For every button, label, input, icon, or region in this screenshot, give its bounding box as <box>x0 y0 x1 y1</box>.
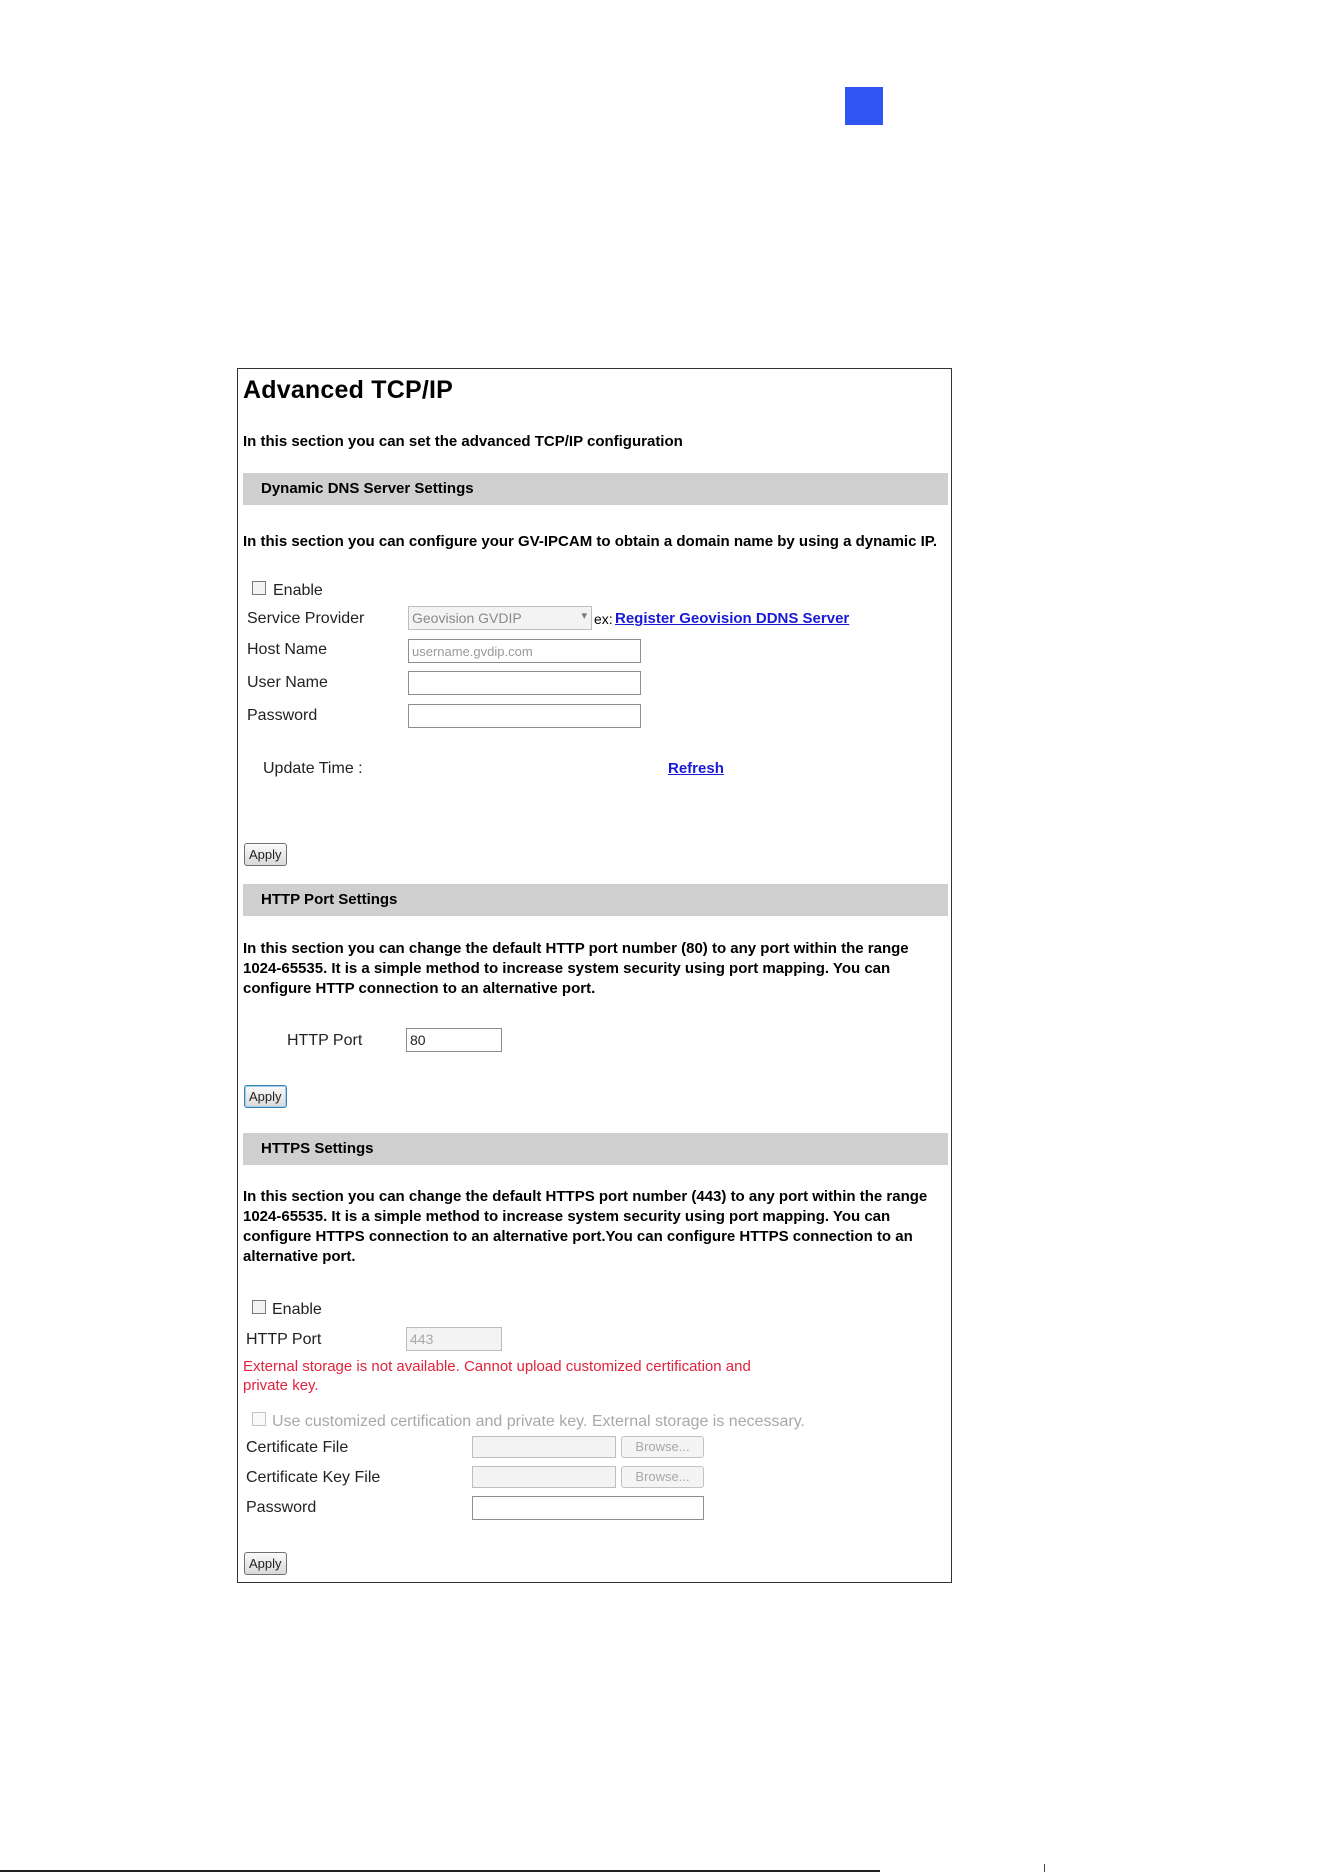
http-port-input[interactable] <box>406 1028 502 1052</box>
custom-cert-label: Use customized certification and private key. External storage is necessary. <box>272 1413 805 1430</box>
storage-warning: External storage is not available. Cannot upload customized certification and private key. <box>243 1358 751 1394</box>
ddns-section-header <box>243 473 948 505</box>
certificate-key-file-browse-button[interactable]: Browse... <box>621 1466 704 1488</box>
http-section-header <box>243 884 948 916</box>
certificate-file-browse-button[interactable]: Browse... <box>621 1436 704 1458</box>
password-label: Password <box>247 707 318 724</box>
page-intro: In this section you can set the advanced TCP/IP configuration <box>243 433 683 450</box>
host-name-label: Host Name <box>247 641 328 658</box>
page-marker <box>845 87 883 125</box>
http-port-value: 80 <box>410 1032 426 1048</box>
ddns-section-title: Dynamic DNS Server Settings <box>261 480 474 497</box>
service-provider-label: Service Provider <box>247 610 365 627</box>
user-name-label: User Name <box>247 674 328 691</box>
custom-cert-checkbox[interactable] <box>252 1412 266 1426</box>
advanced-tcpip-panel <box>237 368 952 1583</box>
https-apply-button[interactable]: Apply <box>244 1552 287 1575</box>
host-name-input[interactable] <box>408 639 641 663</box>
footer-tick <box>1044 1864 1045 1872</box>
http-section-title: HTTP Port Settings <box>261 891 398 908</box>
https-port-label: HTTP Port <box>246 1331 322 1348</box>
https-port-value: 443 <box>410 1331 434 1347</box>
https-description: In this section you can change the default HTTPS port number (443) to any port within the range 1024-65535. It is a simple method to increase system security using port mapping. You can configure HTTPS connection to an alternative port.You can configure HTTPS connection to an alternative port. <box>243 1188 928 1265</box>
chevron-down-icon: ▾ <box>581 610 587 622</box>
ddns-apply-button[interactable]: Apply <box>244 843 287 866</box>
service-provider-select[interactable] <box>408 606 592 630</box>
host-name-placeholder: username.gvdip.com <box>412 644 533 659</box>
certificate-file-label: Certificate File <box>246 1439 349 1456</box>
https-section-title: HTTPS Settings <box>261 1140 374 1157</box>
ddns-description: In this section you can configure your GV-IPCAM to obtain a domain name by using a dynamic IP. <box>243 533 938 550</box>
http-port-label: HTTP Port <box>287 1032 363 1049</box>
example-prefix: ex: <box>594 611 613 627</box>
https-port-input[interactable] <box>406 1327 502 1351</box>
ddns-enable-label: Enable <box>273 582 323 599</box>
http-description: In this section you can change the default HTTP port number (80) to any port within the range 1024-65535. It is a simple method to increase system security using port mapping. You can configure HTTP connection to an alternative port. <box>243 940 909 997</box>
https-password-label: Password <box>246 1499 317 1516</box>
certificate-file-input[interactable] <box>472 1436 616 1458</box>
user-name-input[interactable] <box>408 671 641 695</box>
refresh-link[interactable]: Refresh <box>668 760 724 777</box>
ddns-enable-checkbox[interactable] <box>252 581 266 595</box>
update-time-label: Update Time : <box>263 760 363 777</box>
http-apply-button[interactable]: Apply <box>244 1085 287 1108</box>
page-title: Advanced TCP/IP <box>243 376 453 404</box>
service-provider-value: Geovision GVDIP <box>412 610 522 626</box>
password-input[interactable] <box>408 704 641 728</box>
https-section-header <box>243 1133 948 1165</box>
register-ddns-link[interactable]: Register Geovision DDNS Server <box>615 610 850 627</box>
certificate-key-file-input[interactable] <box>472 1466 616 1488</box>
https-password-input[interactable] <box>472 1496 704 1520</box>
https-enable-label: Enable <box>272 1301 322 1318</box>
certificate-key-file-label: Certificate Key File <box>246 1469 381 1486</box>
https-enable-checkbox[interactable] <box>252 1300 266 1314</box>
